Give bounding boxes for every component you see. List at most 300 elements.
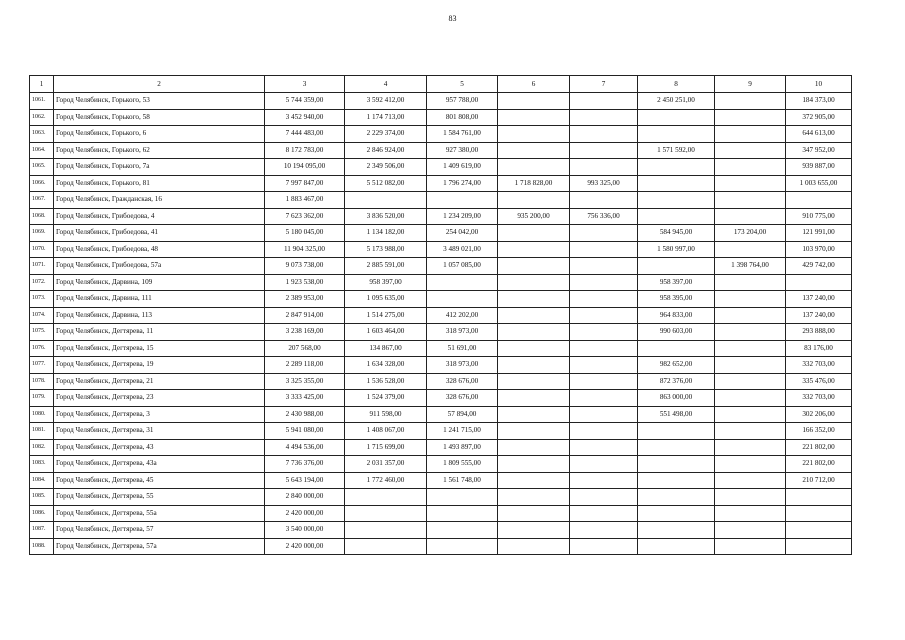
address-cell: Город Челябинск, Дегтярева, 45 [54,472,265,489]
address-cell: Город Челябинск, Дегтярева, 55а [54,505,265,522]
col3-cell: 5 744 359,00 [265,93,345,110]
table-row [30,538,852,555]
col3-cell: 207 568,00 [265,340,345,357]
row-number: 1077. [30,357,54,374]
col9-cell [715,175,786,192]
col8-cell [638,456,715,473]
col10-cell: 103 970,00 [786,241,852,258]
col7-cell [570,489,638,506]
col9-cell [715,423,786,440]
col4-cell: 5 173 988,00 [345,241,427,258]
address-cell: Город Челябинск, Дегтярева, 3 [54,406,265,423]
col4-cell: 1 634 328,00 [345,357,427,374]
col6-cell [498,324,570,341]
address-cell: Город Челябинск, Дегтярева, 57а [54,538,265,555]
col7-cell [570,406,638,423]
row-number: 1064. [30,142,54,159]
col4-cell: 3 592 412,00 [345,93,427,110]
address-cell: Город Челябинск, Дегтярева, 23 [54,390,265,407]
row-number: 1067. [30,192,54,209]
table-row [30,390,852,407]
row-number: 1069. [30,225,54,242]
col4-cell: 958 397,00 [345,274,427,291]
col5-cell: 1 234 209,00 [427,208,498,225]
address-cell: Город Челябинск, Дегтярева, 57 [54,522,265,539]
col9-cell [715,489,786,506]
col4-cell: 1 524 379,00 [345,390,427,407]
col8-cell: 584 945,00 [638,225,715,242]
col4-cell: 2 229 374,00 [345,126,427,143]
col10-cell: 347 952,00 [786,142,852,159]
col10-cell: 210 712,00 [786,472,852,489]
col10-cell: 221 802,00 [786,456,852,473]
col8-cell [638,208,715,225]
table-row [30,208,852,225]
col8-cell [638,439,715,456]
col3-cell: 10 194 095,00 [265,159,345,176]
col9-cell [715,406,786,423]
col6-cell [498,538,570,555]
col5-cell: 1 809 555,00 [427,456,498,473]
col5-cell [427,192,498,209]
table-row [30,274,852,291]
row-number: 1078. [30,373,54,390]
col4-cell: 2 846 924,00 [345,142,427,159]
col3-cell: 5 180 045,00 [265,225,345,242]
col7-cell: 756 336,00 [570,208,638,225]
address-cell: Город Челябинск, Дегтярева, 15 [54,340,265,357]
column-header: 1 [30,76,54,93]
col10-cell: 293 888,00 [786,324,852,341]
col10-cell: 166 352,00 [786,423,852,440]
column-header: 8 [638,76,715,93]
col9-cell [715,241,786,258]
col5-cell: 1 584 761,00 [427,126,498,143]
col10-cell: 83 176,00 [786,340,852,357]
address-cell: Город Челябинск, Горького, 81 [54,175,265,192]
col8-cell [638,340,715,357]
col10-cell: 332 703,00 [786,390,852,407]
row-number: 1072. [30,274,54,291]
col10-cell: 137 240,00 [786,291,852,308]
col3-cell: 2 430 988,00 [265,406,345,423]
col3-cell: 2 289 118,00 [265,357,345,374]
col5-cell: 254 042,00 [427,225,498,242]
col5-cell: 328 676,00 [427,373,498,390]
row-number: 1061. [30,93,54,110]
address-cell: Город Челябинск, Дегтярева, 21 [54,373,265,390]
row-number: 1085. [30,489,54,506]
address-cell: Город Челябинск, Дарвина, 111 [54,291,265,308]
col3-cell: 7 444 483,00 [265,126,345,143]
col7-cell [570,291,638,308]
col8-cell [638,538,715,555]
col6-cell [498,258,570,275]
col5-cell: 3 489 021,00 [427,241,498,258]
col4-cell [345,538,427,555]
row-number: 1071. [30,258,54,275]
col5-cell: 51 691,00 [427,340,498,357]
col3-cell: 7 623 362,00 [265,208,345,225]
col4-cell: 5 512 082,00 [345,175,427,192]
col9-cell [715,307,786,324]
col5-cell: 1 241 715,00 [427,423,498,440]
row-number: 1065. [30,159,54,176]
column-header: 6 [498,76,570,93]
col7-cell [570,307,638,324]
col4-cell: 134 867,00 [345,340,427,357]
col4-cell: 3 836 520,00 [345,208,427,225]
table-row [30,225,852,242]
col7-cell [570,522,638,539]
row-number: 1073. [30,291,54,308]
col3-cell: 3 333 425,00 [265,390,345,407]
col8-cell [638,109,715,126]
col9-cell [715,274,786,291]
table-row [30,93,852,110]
col6-cell [498,340,570,357]
col9-cell [715,109,786,126]
table-row [30,175,852,192]
col4-cell: 911 598,00 [345,406,427,423]
table-row [30,142,852,159]
col9-cell [715,439,786,456]
col5-cell: 57 894,00 [427,406,498,423]
col7-cell [570,109,638,126]
col8-cell: 551 498,00 [638,406,715,423]
col7-cell [570,274,638,291]
table-row [30,439,852,456]
col3-cell: 7 997 847,00 [265,175,345,192]
col5-cell [427,274,498,291]
col3-cell: 4 494 536,00 [265,439,345,456]
col7-cell [570,357,638,374]
col6-cell [498,472,570,489]
col7-cell [570,340,638,357]
col5-cell: 318 973,00 [427,324,498,341]
table-row [30,522,852,539]
address-cell: Город Челябинск, Горького, 6 [54,126,265,143]
table-row [30,489,852,506]
col7-cell [570,456,638,473]
col4-cell: 1 174 713,00 [345,109,427,126]
col4-cell [345,192,427,209]
col8-cell [638,423,715,440]
col5-cell [427,522,498,539]
col9-cell [715,208,786,225]
col9-cell [715,522,786,539]
col10-cell: 372 905,00 [786,109,852,126]
row-number: 1082. [30,439,54,456]
col6-cell [498,126,570,143]
table-row [30,241,852,258]
col9-cell [715,126,786,143]
col9-cell [715,456,786,473]
col6-cell [498,159,570,176]
col9-cell [715,373,786,390]
address-cell: Город Челябинск, Грибоедова, 48 [54,241,265,258]
col5-cell: 1 409 619,00 [427,159,498,176]
col5-cell: 927 380,00 [427,142,498,159]
col6-cell [498,423,570,440]
col3-cell: 3 325 355,00 [265,373,345,390]
col3-cell: 2 420 000,00 [265,505,345,522]
col3-cell: 2 420 000,00 [265,538,345,555]
col4-cell: 1 715 699,00 [345,439,427,456]
col8-cell [638,472,715,489]
address-cell: Город Челябинск, Гражданская, 16 [54,192,265,209]
address-cell: Город Челябинск, Дегтярева, 43 [54,439,265,456]
col3-cell: 2 389 953,00 [265,291,345,308]
col7-cell [570,192,638,209]
header-row [30,76,852,93]
col7-cell [570,159,638,176]
table-row [30,423,852,440]
table-row [30,472,852,489]
col6-cell [498,390,570,407]
address-cell: Город Челябинск, Дегтярева, 19 [54,357,265,374]
col3-cell: 5 643 194,00 [265,472,345,489]
col3-cell: 7 736 376,00 [265,456,345,473]
col6-cell [498,142,570,159]
col4-cell: 1 603 464,00 [345,324,427,341]
page-number: 83 [448,14,457,23]
col10-cell: 221 802,00 [786,439,852,456]
col5-cell: 412 202,00 [427,307,498,324]
col9-cell [715,192,786,209]
address-cell: Город Челябинск, Дегтярева, 11 [54,324,265,341]
col5-cell: 957 788,00 [427,93,498,110]
row-number: 1087. [30,522,54,539]
col7-cell [570,538,638,555]
col7-cell [570,324,638,341]
col10-cell [786,274,852,291]
table-row [30,258,852,275]
col10-cell: 910 775,00 [786,208,852,225]
col4-cell: 2 349 506,00 [345,159,427,176]
col10-cell [786,489,852,506]
row-number: 1088. [30,538,54,555]
col10-cell: 644 613,00 [786,126,852,143]
table-row [30,373,852,390]
col8-cell [638,159,715,176]
row-number: 1074. [30,307,54,324]
col5-cell: 1 561 748,00 [427,472,498,489]
col5-cell: 1 493 897,00 [427,439,498,456]
col7-cell [570,241,638,258]
col5-cell [427,489,498,506]
col3-cell: 3 238 169,00 [265,324,345,341]
table-body [30,93,852,555]
col3-cell: 3 540 000,00 [265,522,345,539]
col4-cell [345,522,427,539]
col8-cell [638,175,715,192]
column-header: 9 [715,76,786,93]
col6-cell [498,93,570,110]
address-cell: Город Челябинск, Горького, 58 [54,109,265,126]
col4-cell: 1 134 182,00 [345,225,427,242]
col10-cell: 137 240,00 [786,307,852,324]
col4-cell: 2 031 357,00 [345,456,427,473]
col3-cell: 9 073 738,00 [265,258,345,275]
col7-cell [570,472,638,489]
column-header: 5 [427,76,498,93]
col7-cell: 993 325,00 [570,175,638,192]
table-row [30,340,852,357]
col8-cell: 863 000,00 [638,390,715,407]
address-cell: Город Челябинск, Дарвина, 113 [54,307,265,324]
row-number: 1086. [30,505,54,522]
col9-cell [715,159,786,176]
col6-cell [498,192,570,209]
col7-cell [570,423,638,440]
col8-cell: 2 450 251,00 [638,93,715,110]
col4-cell: 1 536 528,00 [345,373,427,390]
col8-cell [638,192,715,209]
col9-cell [715,93,786,110]
col3-cell: 2 847 914,00 [265,307,345,324]
col6-cell [498,225,570,242]
col6-cell [498,291,570,308]
address-cell: Город Челябинск, Горького, 62 [54,142,265,159]
col6-cell: 1 718 828,00 [498,175,570,192]
col10-cell: 121 991,00 [786,225,852,242]
col7-cell [570,126,638,143]
col4-cell: 1 095 635,00 [345,291,427,308]
col6-cell [498,522,570,539]
address-cell: Город Челябинск, Горького, 53 [54,93,265,110]
col9-cell [715,291,786,308]
col6-cell [498,456,570,473]
col6-cell [498,307,570,324]
col8-cell [638,489,715,506]
col9-cell [715,357,786,374]
col6-cell [498,406,570,423]
column-header: 4 [345,76,427,93]
col10-cell [786,538,852,555]
col5-cell: 318 973,00 [427,357,498,374]
col8-cell: 1 571 592,00 [638,142,715,159]
column-header: 2 [54,76,265,93]
col3-cell: 1 923 538,00 [265,274,345,291]
col5-cell [427,505,498,522]
col5-cell [427,291,498,308]
column-header: 7 [570,76,638,93]
row-number: 1081. [30,423,54,440]
col7-cell [570,390,638,407]
col6-cell [498,489,570,506]
table-row [30,357,852,374]
col8-cell: 1 580 997,00 [638,241,715,258]
row-number: 1083. [30,456,54,473]
row-number: 1075. [30,324,54,341]
col4-cell: 1 514 275,00 [345,307,427,324]
table-row [30,192,852,209]
col10-cell: 429 742,00 [786,258,852,275]
col8-cell: 872 376,00 [638,373,715,390]
col3-cell: 11 904 325,00 [265,241,345,258]
col7-cell [570,439,638,456]
col4-cell: 1 772 460,00 [345,472,427,489]
col10-cell: 302 206,00 [786,406,852,423]
col6-cell [498,357,570,374]
row-number: 1062. [30,109,54,126]
row-number: 1068. [30,208,54,225]
col8-cell: 990 603,00 [638,324,715,341]
col4-cell: 1 408 067,00 [345,423,427,440]
col7-cell [570,505,638,522]
address-cell: Город Челябинск, Горького, 7а [54,159,265,176]
col3-cell: 5 941 080,00 [265,423,345,440]
table-row [30,505,852,522]
table-row [30,126,852,143]
data-table [29,75,852,555]
col4-cell: 2 885 591,00 [345,258,427,275]
col9-cell [715,538,786,555]
column-header: 3 [265,76,345,93]
col3-cell: 1 883 467,00 [265,192,345,209]
col10-cell [786,522,852,539]
address-cell: Город Челябинск, Дарвина, 109 [54,274,265,291]
address-cell: Город Челябинск, Дегтярева, 31 [54,423,265,440]
col9-cell [715,505,786,522]
col7-cell [570,225,638,242]
col8-cell [638,126,715,143]
col8-cell: 958 395,00 [638,291,715,308]
col3-cell: 2 840 000,00 [265,489,345,506]
col5-cell [427,538,498,555]
col8-cell: 958 397,00 [638,274,715,291]
row-number: 1066. [30,175,54,192]
col10-cell [786,192,852,209]
address-cell: Город Челябинск, Грибоедова, 4 [54,208,265,225]
col6-cell [498,241,570,258]
col8-cell [638,258,715,275]
col8-cell: 964 833,00 [638,307,715,324]
col3-cell: 8 172 783,00 [265,142,345,159]
col5-cell: 1 796 274,00 [427,175,498,192]
row-number: 1084. [30,472,54,489]
col9-cell [715,472,786,489]
col8-cell [638,505,715,522]
col10-cell: 332 703,00 [786,357,852,374]
col7-cell [570,93,638,110]
table-row [30,291,852,308]
row-number: 1063. [30,126,54,143]
col10-cell: 335 476,00 [786,373,852,390]
col7-cell [570,142,638,159]
col6-cell: 935 200,00 [498,208,570,225]
col4-cell [345,505,427,522]
col10-cell: 1 003 655,00 [786,175,852,192]
col9-cell [715,340,786,357]
col7-cell [570,373,638,390]
col6-cell [498,439,570,456]
col6-cell [498,373,570,390]
col10-cell: 939 887,00 [786,159,852,176]
address-cell: Город Челябинск, Грибоедова, 41 [54,225,265,242]
col5-cell: 328 676,00 [427,390,498,407]
col6-cell [498,274,570,291]
table-row [30,307,852,324]
col9-cell: 1 398 764,00 [715,258,786,275]
address-cell: Город Челябинск, Дегтярева, 43а [54,456,265,473]
col5-cell: 1 057 085,00 [427,258,498,275]
col9-cell [715,142,786,159]
col8-cell: 982 652,00 [638,357,715,374]
col3-cell: 3 452 940,00 [265,109,345,126]
address-cell: Город Челябинск, Грибоедова, 57а [54,258,265,275]
